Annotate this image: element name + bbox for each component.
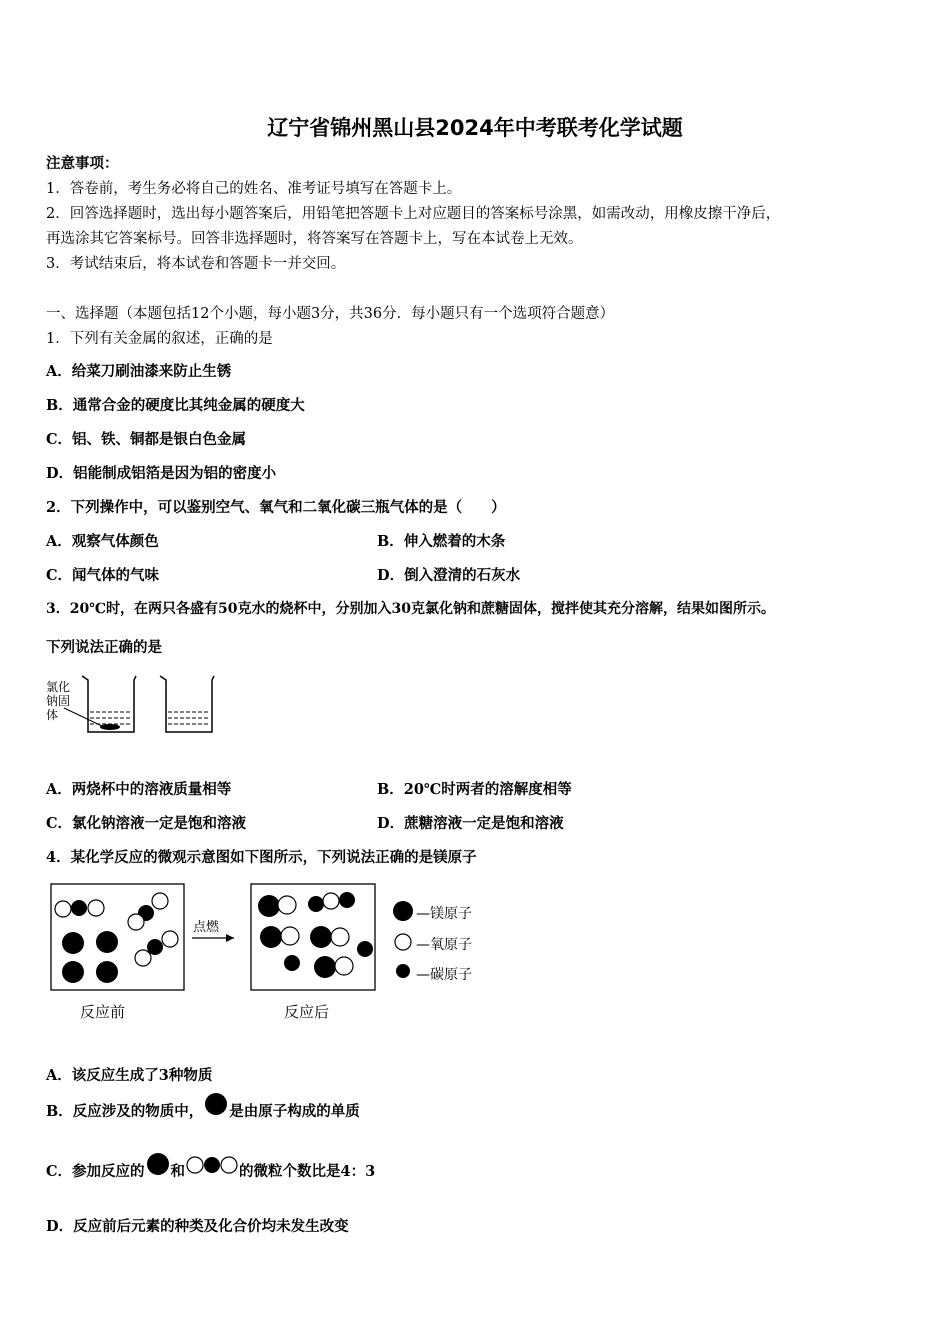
q3-stem: 3．20℃时，在两只各盛有50克水的烧杯中，分别加入30克氯化钠和蔗糖固体，搅拌使其充分溶解，结果如图所示。 xyxy=(46,601,775,617)
q2-option-d: D．倒入澄清的石灰水 xyxy=(377,567,521,584)
oxygen-atom xyxy=(281,927,299,945)
carbon-atom xyxy=(308,896,324,912)
q2-option-b: B．伸入燃着的木条 xyxy=(377,533,506,550)
oxygen-atom xyxy=(162,931,178,947)
magnesium-atom xyxy=(62,961,84,983)
q4-option-c-mid: 和 xyxy=(170,1163,186,1180)
carbon-atom xyxy=(71,900,87,916)
beaker-label-line: 氯化 xyxy=(46,680,71,694)
notice-item-2-cont: 再选涂其它答案标号。回答非选择题时，将答案写在答题卡上，写在本试卷上无效。 xyxy=(46,231,583,247)
beaker-label-line: 钠固 xyxy=(46,694,71,708)
q3-option-c: C．氯化钠溶液一定是饱和溶液 xyxy=(46,815,247,832)
carbon-atom xyxy=(339,892,355,908)
q3-stem-cont: 下列说法正确的是 xyxy=(46,639,162,656)
reaction-figure xyxy=(48,880,498,1030)
beaker-drawing xyxy=(44,672,224,738)
q4-option-d: D．反应前后元素的种类及化合价均未发生改变 xyxy=(46,1218,349,1235)
beaker-figure xyxy=(44,672,224,738)
legend-magnesium-atom xyxy=(393,901,413,921)
magnesium-atom xyxy=(260,926,282,948)
beaker-label-line: 体 xyxy=(46,708,59,722)
q4-option-b xyxy=(46,1100,360,1121)
oxygen-atom xyxy=(323,893,339,909)
arrow-label: 点燃 xyxy=(193,920,220,935)
oxygen-atom xyxy=(152,893,168,909)
magnesium-atom-icon xyxy=(145,1152,171,1178)
label-pointer xyxy=(64,708,102,726)
magnesium-atom xyxy=(310,926,332,948)
q4-option-c-pre: C．参加反应的 xyxy=(46,1163,145,1180)
q4-option-b-pre: B．反应涉及的物质中， xyxy=(46,1103,204,1120)
q2-stem: 2．下列操作中，可以鉴别空气、氧气和二氧化碳三瓶气体的是（ ） xyxy=(46,499,506,516)
oxygen-atom xyxy=(55,901,71,917)
q1-option-a: A．给菜刀刷油漆来防止生锈 xyxy=(46,363,232,380)
magnesium-atom xyxy=(258,895,280,917)
oxygen-atom xyxy=(88,900,104,916)
magnesium-atom xyxy=(96,931,118,953)
oxygen-atom xyxy=(135,950,151,966)
oxygen-atom xyxy=(278,896,296,914)
q4-stem: 4．某化学反应的微观示意图如下图所示，下列说法正确的是镁原子 xyxy=(46,849,477,866)
q3-option-d: D．蔗糖溶液一定是饱和溶液 xyxy=(377,815,564,832)
oxygen-atom xyxy=(335,957,353,975)
q4-option-c-post: 的微粒个数比是4：3 xyxy=(239,1163,376,1180)
q1-stem: 1．下列有关金属的叙述，正确的是 xyxy=(46,331,273,347)
section-heading: 一、选择题（本题包括12个小题，每小题3分，共36分．每小题只有一个选项符合题意） xyxy=(46,306,615,322)
notice-item-3: 3．考试结束后，将本试卷和答题卡一并交回。 xyxy=(46,256,346,272)
arrow-head xyxy=(226,934,234,942)
legend-label-oxygen: —氧原子 xyxy=(416,937,472,953)
q4-option-b-post: 是由原子构成的单质 xyxy=(229,1103,360,1120)
magnesium-atom xyxy=(96,961,118,983)
q1-option-b: B．通常合金的硬度比其纯金属的硬度大 xyxy=(46,397,305,414)
carbon-dioxide-molecule-icon xyxy=(185,1153,239,1177)
q2-option-c: C．闻气体的气味 xyxy=(46,567,160,584)
q1-option-d: D．铝能制成铝箔是因为铝的密度小 xyxy=(46,465,277,482)
notice-heading: 注意事项： xyxy=(46,155,119,172)
notice-item-1: 1．答卷前，考生务必将自己的姓名、准考证号填写在答题卡上。 xyxy=(46,181,462,197)
magnesium-atom xyxy=(62,932,84,954)
q3-option-a: A．两烧杯中的溶液质量相等 xyxy=(46,781,232,798)
oxygen-atom xyxy=(128,914,144,930)
q2-option-a: A．观察气体颜色 xyxy=(46,533,159,550)
page-title: 辽宁省锦州黑山县2024年中考联考化学试题 xyxy=(267,116,683,140)
legend-label-magnesium: —镁原子 xyxy=(416,906,472,922)
legend-carbon-atom xyxy=(396,964,410,978)
notice-item-2: 2．回答选择题时，选出每小题答案后，用铅笔把答题卡上对应题目的答案标号涂黑，如需改动，用橡皮擦干净后， xyxy=(46,206,781,222)
carbon-atom xyxy=(284,955,300,971)
q1-option-c: C．铝、铁、铜都是银白色金属 xyxy=(46,431,247,448)
carbon-atom xyxy=(357,941,373,957)
q4-option-a: A．该反应生成了3种物质 xyxy=(46,1067,213,1084)
oxygen-atom xyxy=(331,928,349,946)
magnesium-atom-icon xyxy=(203,1092,229,1118)
before-label: 反应前 xyxy=(80,1003,126,1021)
magnesium-atom xyxy=(314,956,336,978)
after-label: 反应后 xyxy=(284,1003,330,1021)
legend-oxygen-atom xyxy=(395,934,411,950)
undissolved-solid xyxy=(100,724,120,730)
legend-label-carbon: —碳原子 xyxy=(416,967,472,983)
q4-option-c xyxy=(46,1160,375,1181)
q3-option-b: B．20℃时两者的溶解度相等 xyxy=(377,781,572,798)
